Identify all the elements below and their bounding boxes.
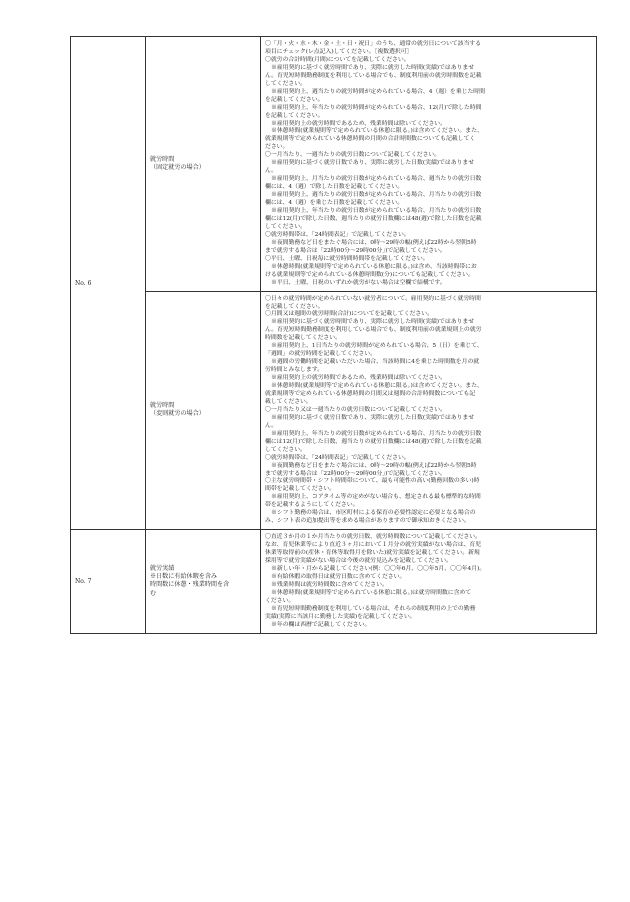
note-line: ※雇用契約に基づく就労時間であり、実際に就労した時間(実績)ではありませ	[271, 64, 475, 71]
description-line: してください。	[265, 223, 306, 230]
description-line: 欄には、4（週）を乗じた日数を記載してください。	[265, 200, 404, 207]
description-line: 休業等取得前の(産休・育休等取得月を除いた)就労実績を記載してください。新規	[265, 550, 480, 557]
description-line: 欄には12(月)で除した日数、週当たりの就労日数欄には48(週)で除した日数を記載	[265, 215, 482, 222]
description-line: ける就業規則等で定められている休憩時間数(分)についても記載してください。	[265, 271, 474, 278]
description-line: 就業規則等で定められている休憩時間の月間の合計時間数についても記載してく	[265, 136, 476, 143]
note-line: ※休憩時間(就業規則等で定められている休憩に限る。)は含めてください。また、	[271, 383, 483, 390]
item-label: 就労時間 （変則就労の場合）	[150, 402, 205, 418]
item-label-cell	[146, 291, 261, 530]
note-line: ※雇用契約に基づく就労日数であり、実際に就労した日数(実績)ではありませ	[271, 160, 475, 167]
description-line: ください。	[265, 597, 295, 604]
description-line: 〇就労時間帯は、「24時間表記」で記載してください。	[265, 454, 410, 461]
row-number-cell: No. 7	[71, 530, 146, 633]
description-line: してください。	[265, 446, 306, 453]
description-line: なお、育児休業等により直近３ヶ月において１月分の就労実績がない場合は、育児	[265, 542, 482, 549]
note-line: ※雇用契約上の就労時間であるため、残業時間は除いてください。	[271, 120, 446, 127]
description-line: してください。	[265, 80, 306, 87]
description-line: ん。育児短時間勤務制度を利用している場合でも、制度利用前の就業規則上の就労	[265, 327, 482, 334]
description-line: を記載してください。	[265, 303, 324, 310]
description-cell	[261, 530, 597, 633]
note-line: ※雇用契約上、年当たりの就労日数が定められている場合、月当たりの就労日数	[271, 208, 482, 215]
note-line: ※休憩時間(就業規則等で定められている休憩に限る。)は含め、当該時間帯にお	[271, 263, 477, 270]
description-line: 実績(実際に当該月に勤務した実績)を記載してください。	[265, 613, 416, 620]
note-line: ※雇用契約上、週当たりの就労日数が定められている場合、月当たりの就労日数	[271, 192, 482, 199]
item-label: 就労実績 ※日数に有給休暇を含み 時間数に休憩・残業時間を含 む	[150, 565, 230, 597]
item-label-cell	[146, 37, 261, 292]
description-line: ん。育児短時間勤務制度を利用している場合でも、制度利用前の就労時間数を記載	[265, 72, 482, 79]
note-line: ※平日、土曜、日祝のいずれか就労がない場合は空欄で結構です。	[271, 279, 446, 286]
description-line: 欄には、4（週）で除した日数を記載してください。	[265, 184, 404, 191]
table-row	[71, 530, 597, 633]
description-line: を記載してください。	[265, 112, 324, 119]
description-line: 採用等で就労実績がない場合は今後の就労見込みを記載してください。	[265, 558, 452, 565]
description-line: 〇一月当たり、一週当たりの就労日数について記載してください。	[265, 152, 441, 159]
note-line: ※年の欄は西暦で記載してください。	[271, 621, 371, 628]
description-line: まで就労する場合は「22時00分～29時00分」)で記載してください。	[265, 247, 446, 254]
note-line: ※雇用契約に基づく就労日数であり、実際に就労した日数(実績)ではありませ	[271, 414, 475, 421]
note-line: ※雇用契約上、年当たりの就労時間が定められている場合、12(月)で除した時間	[271, 104, 482, 111]
note-line: ※雇用契約上の就労時間であるため、残業時間は除いてください。	[271, 375, 446, 382]
note-line: ※週間の労働時間を記載いただいた場合、当該時間に4を乗じた時間数を月の就	[271, 359, 480, 366]
table-row	[71, 37, 597, 292]
description-line: 〇「月・火・水・木・金・土・日・祝日」のうち、通常の就労日について該当する	[265, 41, 481, 47]
note-line: ※夜間勤務など日をまたぐ場合には、0時～29時の幅(例えば22時から翌朝5時	[271, 239, 477, 246]
note-line: ※残業時間は就労時間数に含めてください。	[271, 581, 388, 588]
description-cell	[261, 37, 597, 292]
description-line: を記載してください。	[265, 96, 324, 103]
description-line: 〇日々の就労時間が定められていない就労者について、雇用契約に基づく就労時間	[265, 295, 481, 302]
table-row	[71, 291, 597, 530]
note-line: ※雇用契約上、コアタイム等の定めがない場合も、想定される最も標準的な時間	[271, 494, 481, 501]
note-line: ※雇用契約上、年当たりの就労日数が定められている場合、月当たりの就労日数	[271, 430, 482, 437]
description-line: 〇主な就労時間帯・シフト時間帯について、最も可能性の高い(勤務回数の多い)時	[265, 478, 480, 485]
description-line: 間帯を記載してください。	[265, 486, 336, 493]
note-line: ※休憩時間(就業規則等で定められている休憩に限る。)は就労時間数に含めて	[271, 589, 472, 596]
description-line: 就業規則等で定められている休憩時間の月間又は週間の合計時間数についても記	[265, 390, 476, 397]
note-line: ※雇用契約上、1日当たりの就労時間が定められている場合、5（日）を乗じて、	[271, 343, 483, 350]
description-line: 載してください。	[265, 398, 312, 405]
description-line: ん。	[265, 168, 278, 175]
note-line: ※雇用契約上、月当たりの就労日数が定められている場合、週当たりの就労日数	[271, 176, 482, 183]
item-label-cell	[146, 530, 261, 633]
description-line: 〇平日、土曜、日祝毎に就労時間時間帯を記載してください。	[265, 255, 429, 262]
note-line: ※育児短時間勤務制度を利用している場合は、それらの制度利用の上での勤務	[271, 605, 476, 612]
description-line: 〇月間又は週間の就労時間(合計)についてを記載してください。	[265, 311, 433, 318]
row-number-cell: No. 6	[71, 37, 146, 530]
description-line: 帯を記載するようにしてください。	[265, 502, 359, 509]
description-line: ださい。	[265, 144, 289, 151]
description-line: 項目にチェック(レ点記入)してください。［複数選択可］	[265, 48, 413, 55]
description-line: み、シフト表の追加提出等を求める場合がありますので御承知おきください。	[265, 518, 470, 525]
note-line: ※雇用契約に基づく就労時間であり、実際に就労した時間(実績)ではありませ	[271, 319, 475, 326]
note-line: ※夜間勤務など日をまたぐ場合には、0時～29時の幅(例えば22時から翌朝5時	[271, 462, 477, 469]
note-line: ※休憩時間(就業規則等で定められている休憩に限る。)は含めてください。また、	[271, 128, 483, 135]
description-cell	[261, 291, 597, 530]
note-line: ※新しい年・月から記載してください(例：〇〇年6月、〇〇年5月、〇〇年4月)。	[271, 566, 486, 572]
description-line: 欄には12(月)で除した日数、週当たりの就労日数欄には48(週)で除した日数を記載	[265, 438, 482, 445]
description-line: まで就労する場合は「22時00分～29時00分」)で記載してください。	[265, 470, 446, 477]
description-line: 「週間」の就労時間を記載してください。	[265, 351, 376, 358]
description-line: 労時間とみなします。	[265, 367, 323, 374]
description-line: 〇就労の合計時間(月間)についてを記載してください。	[265, 56, 410, 63]
description-line: 時間数を記載してください。	[265, 335, 341, 342]
item-label: 就労時間 （固定就労の場合）	[150, 155, 205, 171]
note-line: ※シフト勤務の場合は、市区町村による保育の必要性認定に必要となる場合の	[271, 510, 476, 517]
instruction-table	[70, 36, 597, 634]
description-line: ん。	[265, 422, 278, 429]
description-line: 〇直近３か月の１か月当たりの就労日数、就労時間数について記載してください。	[265, 534, 481, 541]
note-line: ※雇用契約上、週当たりの就労時間が定められている場合、4（週）を乗じた時間	[271, 88, 485, 95]
description-line: 〇一月当たり又は一週当たりの就労日数について記載してください。	[265, 406, 446, 413]
description-line: 〇就労時間帯は、「24時間表記」で記載してください。	[265, 231, 410, 238]
note-line: ※有給休暇の取得日は就労日数に含めてください。	[271, 573, 406, 580]
